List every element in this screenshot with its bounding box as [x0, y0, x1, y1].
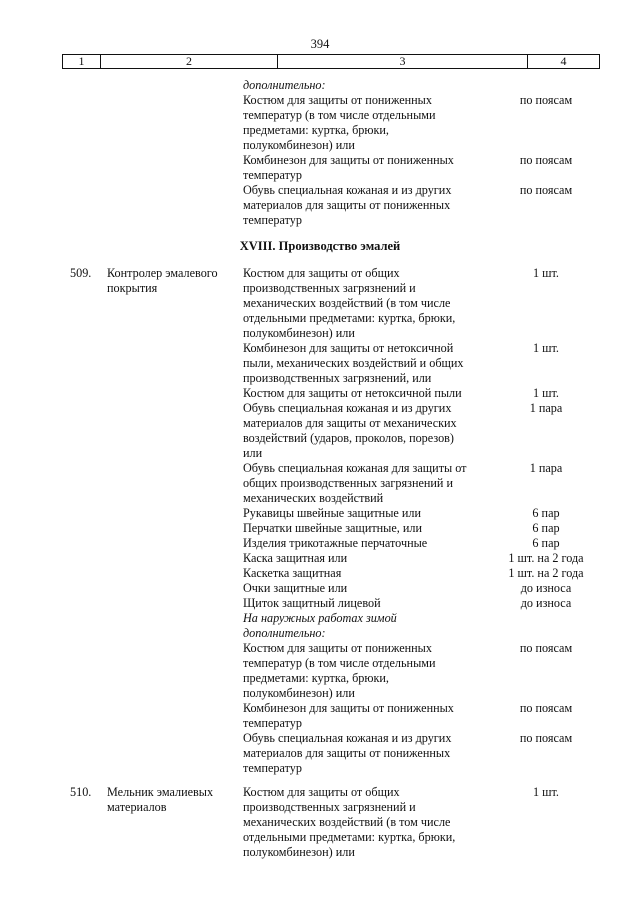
entry-509-item-line: механических воздействий (в том числе	[243, 296, 451, 310]
entry-509-item-line: Перчатки швейные защитные, или	[243, 521, 423, 535]
entry-509-winter-item-line: температур	[243, 761, 302, 775]
top-qty: по поясам	[519, 93, 573, 107]
entry-509-item-line: Изделия трикотажные перчаточные	[243, 536, 428, 550]
entry-509-qty: 6 пар	[532, 521, 560, 535]
entry-509-item-line: Обувь специальная кожаная и из других	[243, 401, 452, 415]
entry-number: 510.	[70, 785, 92, 799]
profession-name: Контролер эмалевого	[107, 266, 218, 280]
entry-510-item-line: Костюм для защиты от общих	[243, 785, 400, 799]
profession-name: Мельник эмалиевых	[107, 785, 214, 799]
entry-509-qty: 6 пар	[532, 506, 560, 520]
entry-509-winter-item-line: Обувь специальная кожаная и из других	[243, 731, 452, 745]
table-header	[62, 54, 600, 69]
top-item-line: Комбинезон для защиты от пониженных	[243, 153, 454, 167]
entry-509-item-line: Костюм для защиты от нетоксичной пыли	[243, 386, 462, 400]
entry-509-item-line: общих производственных загрязнений и	[243, 476, 454, 490]
top-item-line: температур (в том числе отдельными	[243, 108, 436, 122]
top-item-line: материалов для защиты от пониженных	[243, 198, 451, 212]
entry-509-item-line: Комбинезон для защиты от нетоксичной	[243, 341, 454, 355]
entry-509-winter-item-line: полукомбинезон) или	[243, 686, 355, 700]
entry-509-winter-item-line: материалов для защиты от пониженных	[243, 746, 451, 760]
entry-509-winter-item-line: температур	[243, 716, 302, 730]
entry-510-item-line: полукомбинезон) или	[243, 845, 355, 859]
entry-509-qty: до износа	[520, 596, 572, 610]
top-item-line: Костюм для защиты от пониженных	[243, 93, 432, 107]
entry-509-item-line: механических воздействий	[243, 491, 384, 505]
entry-509-item-line: пыли, механических воздействий и общих	[243, 356, 464, 370]
header-col-2: 2	[101, 55, 278, 68]
entry-509-item-line: Щиток защитный лицевой	[243, 596, 381, 610]
entry-509-winter-qty: по поясам	[519, 731, 573, 745]
entry-509-qty: 1 шт. на 2 года	[508, 551, 584, 565]
top-item-line: температур	[243, 213, 302, 227]
entry-509-item-line: или	[243, 446, 263, 460]
entry-number: 509.	[70, 266, 92, 280]
entry-509-item-line: Каска защитная или	[243, 551, 348, 565]
entry-509-item-line: отдельными предметами: куртка, брюки,	[243, 311, 456, 325]
entry-509-item-line: Обувь специальная кожаная для защиты от	[243, 461, 467, 475]
header-col-3: 3	[278, 55, 528, 68]
entry-509-qty: 1 шт.	[533, 386, 559, 400]
entry-509-qty: 1 шт.	[533, 266, 559, 280]
entry-509-qty: до износа	[520, 581, 572, 595]
entry-509-item-line: полукомбинезон) или	[243, 326, 355, 340]
top-item-line: температур	[243, 168, 302, 182]
entry-509-item-line: Очки защитные или	[243, 581, 348, 595]
page-number: 394	[310, 37, 330, 51]
header-col-4: 4	[560, 54, 567, 68]
entry-510-qty: 1 шт.	[533, 785, 559, 799]
entry-509-item-line: производственных загрязнений и	[243, 281, 416, 295]
top-item-line: предметами: куртка, брюки,	[243, 123, 389, 137]
entry-509-qty: 1 шт. на 2 года	[508, 566, 584, 580]
top-qty: по поясам	[519, 183, 573, 197]
entry-509-item-line: Рукавицы швейные защитные или	[243, 506, 421, 520]
top-item-line: полукомбинезон) или	[243, 138, 355, 152]
entry-509-item-line: Каскетка защитная	[243, 566, 342, 580]
winter-note: дополнительно:	[243, 626, 326, 640]
entry-509-qty: 6 пар	[532, 536, 560, 550]
entry-509-qty: 1 шт.	[533, 341, 559, 355]
entry-509-winter-item-line: Комбинезон для защиты от пониженных	[243, 701, 454, 715]
entry-509-winter-qty: по поясам	[519, 641, 573, 655]
section-title: XVIII. Производство эмалей	[239, 239, 401, 253]
entry-509-qty: 1 пара	[529, 461, 563, 475]
entry-509-winter-qty: по поясам	[519, 701, 573, 715]
entry-509-winter-item-line: Костюм для защиты от пониженных	[243, 641, 432, 655]
entry-509-qty: 1 пара	[529, 401, 563, 415]
winter-note: На наружных работах зимой	[243, 611, 397, 625]
top-item-line: Обувь специальная кожаная и из других	[243, 183, 452, 197]
header-col-1: 1	[63, 55, 101, 68]
profession-name: материалов	[107, 800, 167, 814]
entry-510-item-line: механических воздействий (в том числе	[243, 815, 451, 829]
entry-509-item-line: производственных загрязнений, или	[243, 371, 432, 385]
entry-509-item-line: Костюм для защиты от общих	[243, 266, 400, 280]
profession-name: покрытия	[107, 281, 158, 295]
entry-510-item-line: отдельными предметами: куртка, брюки,	[243, 830, 456, 844]
entry-510-item-line: производственных загрязнений и	[243, 800, 416, 814]
entry-509-item-line: воздействий (ударов, проколов, порезов)	[243, 431, 454, 445]
top-qty: по поясам	[519, 153, 573, 167]
entry-509-winter-item-line: температур (в том числе отдельными	[243, 656, 436, 670]
entry-509-winter-item-line: предметами: куртка, брюки,	[243, 671, 389, 685]
entry-509-item-line: материалов для защиты от механических	[243, 416, 457, 430]
winter-note: дополнительно:	[243, 78, 326, 92]
